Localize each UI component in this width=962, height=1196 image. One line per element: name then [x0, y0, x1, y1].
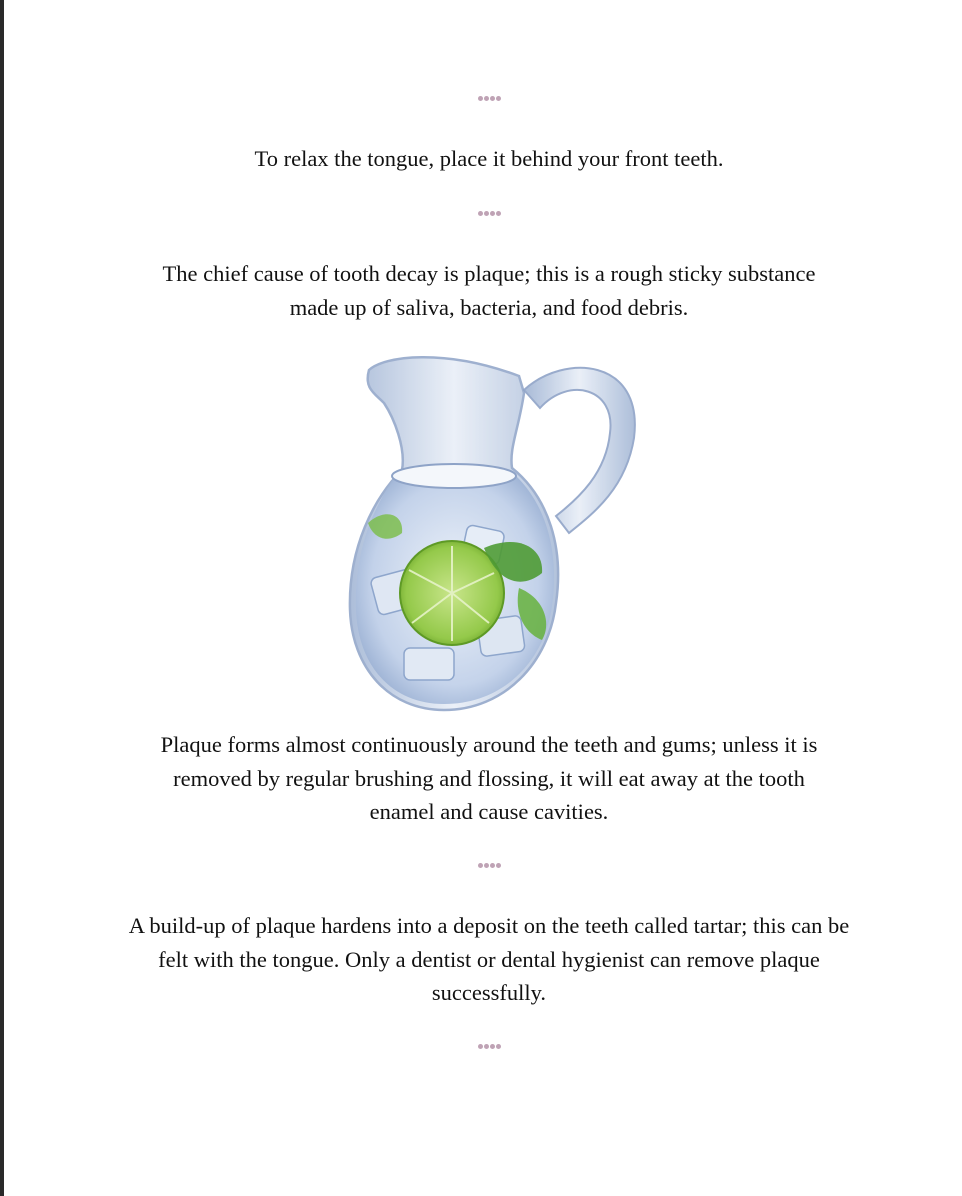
- section-divider: [4, 211, 962, 221]
- paragraph-tongue-tip: To relax the tongue, place it behind your front teeth.: [254, 146, 724, 171]
- section-divider: [4, 96, 962, 106]
- section-divider: [4, 1044, 962, 1054]
- section-divider: [4, 863, 962, 873]
- paragraph-tartar: A build-up of plaque hardens into a deposit on the teeth called tartar; this can be felt with the tongue. Only a dentist or dental hygienist can remove plaque successfully.: [128, 913, 850, 1005]
- water-pitcher-with-lime-and-mint-icon: [344, 348, 644, 718]
- paragraph-plaque-formation: Plaque forms almost continuously around the teeth and gums; unless it is removed by regular brushing and flossing, it will eat away at the tooth enamel and cause cavities.: [160, 732, 818, 824]
- document-page[interactable]: [4, 0, 962, 1196]
- paragraph-plaque-cause: The chief cause of tooth decay is plaque; this is a rough sticky substance made up of saliva, bacteria, and food debris.: [162, 261, 816, 320]
